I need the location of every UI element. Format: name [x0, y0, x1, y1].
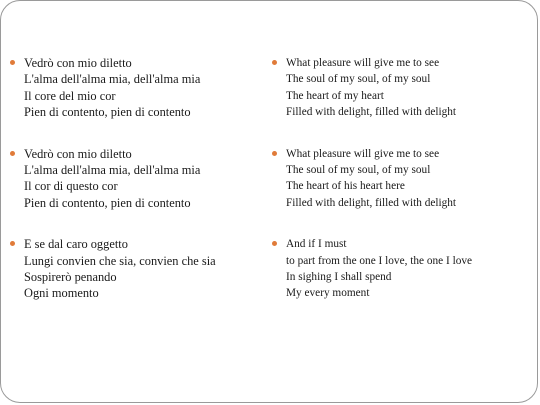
stanza-line: Vedrò con mio diletto: [24, 56, 132, 70]
italian-stanza-2: [10, 146, 265, 212]
stanza-line: Vedrò con mio diletto: [24, 146, 132, 161]
stanza-line: Pien di contento, pien di contento: [24, 105, 191, 120]
stanza-line: The soul of my soul, of my soul: [286, 73, 431, 86]
bullet-icon: [272, 241, 277, 246]
italian-stanza-1: [10, 55, 265, 121]
stanza-line: Filled with delight, filled with delight: [286, 106, 457, 119]
stanza-line: L'alma dell'alma mia, dell'alma mia: [24, 72, 201, 87]
stanza-line: In sighing I shall spend: [286, 271, 392, 284]
stanza-line: L'alma dell'alma mia, dell'alma mia: [24, 163, 201, 178]
english-stanza-1: [272, 55, 534, 121]
stanza-line: The heart of my heart: [286, 89, 384, 102]
stanza-line: The heart of his heart here: [286, 180, 405, 193]
bullet-icon: [10, 241, 15, 246]
stanza-line: E se dal caro oggetto: [24, 237, 128, 252]
stanza-line: What pleasure will give me to see: [286, 57, 440, 69]
stanza-line: And if I must: [286, 238, 347, 251]
stanza-line: What pleasure will give me to see: [286, 147, 440, 160]
bullet-icon: [10, 60, 15, 65]
stanza-line: Lungi convien che sia, convien che sia: [24, 253, 216, 268]
english-stanza-2: [272, 146, 534, 212]
stanza-line: Pien di contento, pien di contento: [24, 195, 191, 210]
bullet-icon: [272, 151, 277, 156]
stanza-line: Sospirerò penando: [24, 270, 117, 285]
stanza-line: Il core del mio cor: [24, 88, 116, 103]
italian-stanza-3: [10, 236, 265, 302]
bullet-icon: [272, 60, 277, 65]
stanza-line: Ogni momento: [24, 286, 99, 301]
english-column: [272, 55, 534, 327]
english-stanza-3: [272, 236, 534, 302]
stanza-line: The soul of my soul, of my soul: [286, 164, 431, 177]
stanza-line: Il cor di questo cor: [24, 179, 118, 194]
bullet-icon: [10, 151, 15, 156]
italian-column: [10, 55, 265, 327]
stanza-line: to part from the one I love, the one I love: [286, 254, 473, 267]
stanza-line: My every moment: [286, 287, 370, 300]
stanza-line: Filled with delight, filled with delight: [286, 196, 457, 209]
